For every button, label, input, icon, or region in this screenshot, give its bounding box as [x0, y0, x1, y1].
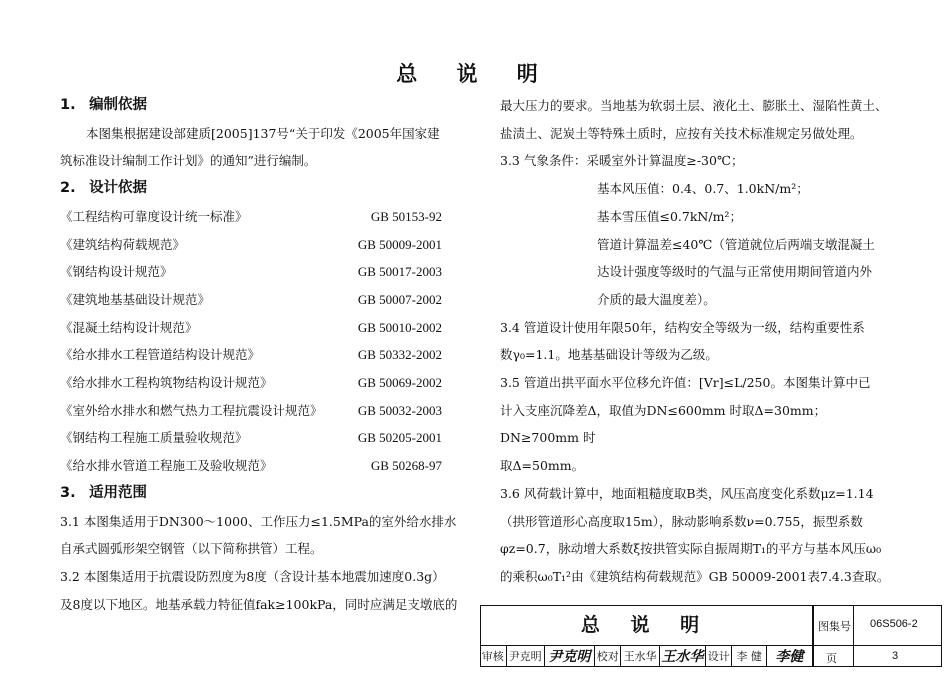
- paragraph: φz=0.7，脉动增大系数ξ按拱管实际自振周期T₁的平方与基本风压ω₀: [500, 541, 882, 557]
- standard-row: 《给水排水工程管道结构设计规范》 GB 50332-2002: [60, 347, 442, 363]
- paragraph: 及8度以下地区。地基承载力特征值fak≥100kPa，同时应满足支墩底的: [60, 596, 458, 612]
- paragraph: 自承式圆弧形架空钢管（以下简称拱管）工程。: [60, 541, 323, 557]
- right-column: [500, 92, 900, 591]
- standard-row: 《室外给水排水和燃气热力工程抗震设计规范》 GB 50032-2003: [60, 402, 442, 418]
- reviewer-signature: 尹克明: [545, 646, 595, 666]
- paragraph: （拱形管道形心高度取15m），脉动影响系数ν=0.755，振型系数: [500, 513, 863, 529]
- paragraph: 达设计强度等级时的气温与正常使用期间管道内外: [597, 264, 873, 280]
- paragraph: 3.5 管道出拱平面水平位移允许值：[Vr]≤L/250。本图集计算中已: [500, 375, 871, 391]
- checker-signature: 王水华: [660, 646, 706, 666]
- paragraph: 介质的最大温度差）。: [597, 291, 716, 307]
- design-label: 设计: [706, 646, 733, 666]
- paragraph: 基本风压值：0.4、0.7、1.0kN/m²；: [597, 181, 809, 197]
- left-column: [60, 92, 460, 618]
- standard-row: 《建筑地基基础设计规范》 GB 50007-2002: [60, 291, 442, 307]
- paragraph: 3.3 气象条件：采暖室外计算温度≥-30℃；: [500, 153, 744, 169]
- paragraph: 取Δ=50mm。: [500, 458, 585, 474]
- paragraph: 的乘积ω₀T₁²由《建筑结构荷载规范》GB 50009-2001表7.4.3查取。: [500, 568, 890, 584]
- page-title: 总 说 明: [396, 62, 554, 86]
- paragraph: 基本雪压值≤0.7kN/m²；: [597, 208, 742, 224]
- designer-signature: 李健: [775, 649, 804, 665]
- section-heading-1: 1. 编制依据: [60, 97, 148, 113]
- paragraph: 数γ₀=1.1。地基基础设计等级为乙级。: [500, 347, 718, 363]
- paragraph: 3.6 风荷载计算中，地面粗糙度取B类，风压高度变化系数μz=1.14: [500, 485, 874, 501]
- standard-row: 《钢结构工程施工质量验收规范》 GB 50205-2001: [60, 430, 442, 446]
- title-block: [480, 605, 942, 667]
- section-heading-2: 2. 设计依据: [60, 180, 148, 197]
- standard-row: 《建筑结构荷载规范》 GB 50009-2001: [60, 236, 442, 252]
- paragraph: 筑标准设计编制工作计划》的通知”进行编制。: [60, 153, 317, 169]
- paragraph: 计入支座沉降差Δ，取值为DN≤600mm 时取Δ=30mm；DN≥700mm 时: [500, 402, 827, 446]
- page-label: 页: [826, 652, 837, 665]
- standard-row: 《工程结构可靠度设计统一标准》 GB 50153-92: [60, 208, 442, 224]
- page-number: 3: [892, 650, 899, 662]
- section-heading-3: 3. 适用范围: [60, 484, 148, 501]
- paragraph: 本图集根据建设部建质[2005]137号“关于印发《2005年国家建: [86, 125, 440, 141]
- paragraph: 3.4 管道设计使用年限50年，结构安全等级为一级，结构重要性系: [500, 319, 865, 335]
- standard-row: 《给水排水工程构筑物结构设计规范》 GB 50069-2002: [60, 375, 442, 391]
- paragraph: 3.2 本图集适用于抗震设防烈度为8度（含设计基本地震加速度0.3g）: [60, 568, 445, 584]
- review-label: 审核: [480, 646, 507, 666]
- paragraph: 3.1 本图集适用于DN300～1000、工作压力≤1.5MPa的室外给水排水: [60, 513, 457, 529]
- signature-row: [480, 646, 812, 666]
- paragraph: 盐渍土、泥炭土等特殊土质时，应按有关技术标准规定另做处理。: [500, 125, 863, 141]
- standard-row: 《钢结构设计规范》 GB 50017-2003: [60, 264, 442, 280]
- checker-name: 王水华: [621, 646, 659, 666]
- atlas-label: 图集号: [818, 620, 851, 633]
- designer-name: 李 健: [732, 646, 766, 666]
- standard-row: 《给水排水管道工程施工及验收规范》 GB 50268-97: [60, 458, 442, 474]
- standard-row: 《混凝土结构设计规范》 GB 50010-2002: [60, 319, 442, 335]
- paragraph: 最大压力的要求。当地基为软弱土层、液化土、膨胀土、湿陷性黄土、: [500, 98, 888, 113]
- atlas-number: 06S506-2: [870, 618, 918, 630]
- reviewer-name: 尹克明: [507, 646, 545, 666]
- title-block-title: 总 说 明: [580, 614, 712, 636]
- paragraph: 管道计算温差≤40℃（管道就位后两端支墩混凝土: [597, 236, 875, 252]
- check-label: 校对: [595, 646, 622, 666]
